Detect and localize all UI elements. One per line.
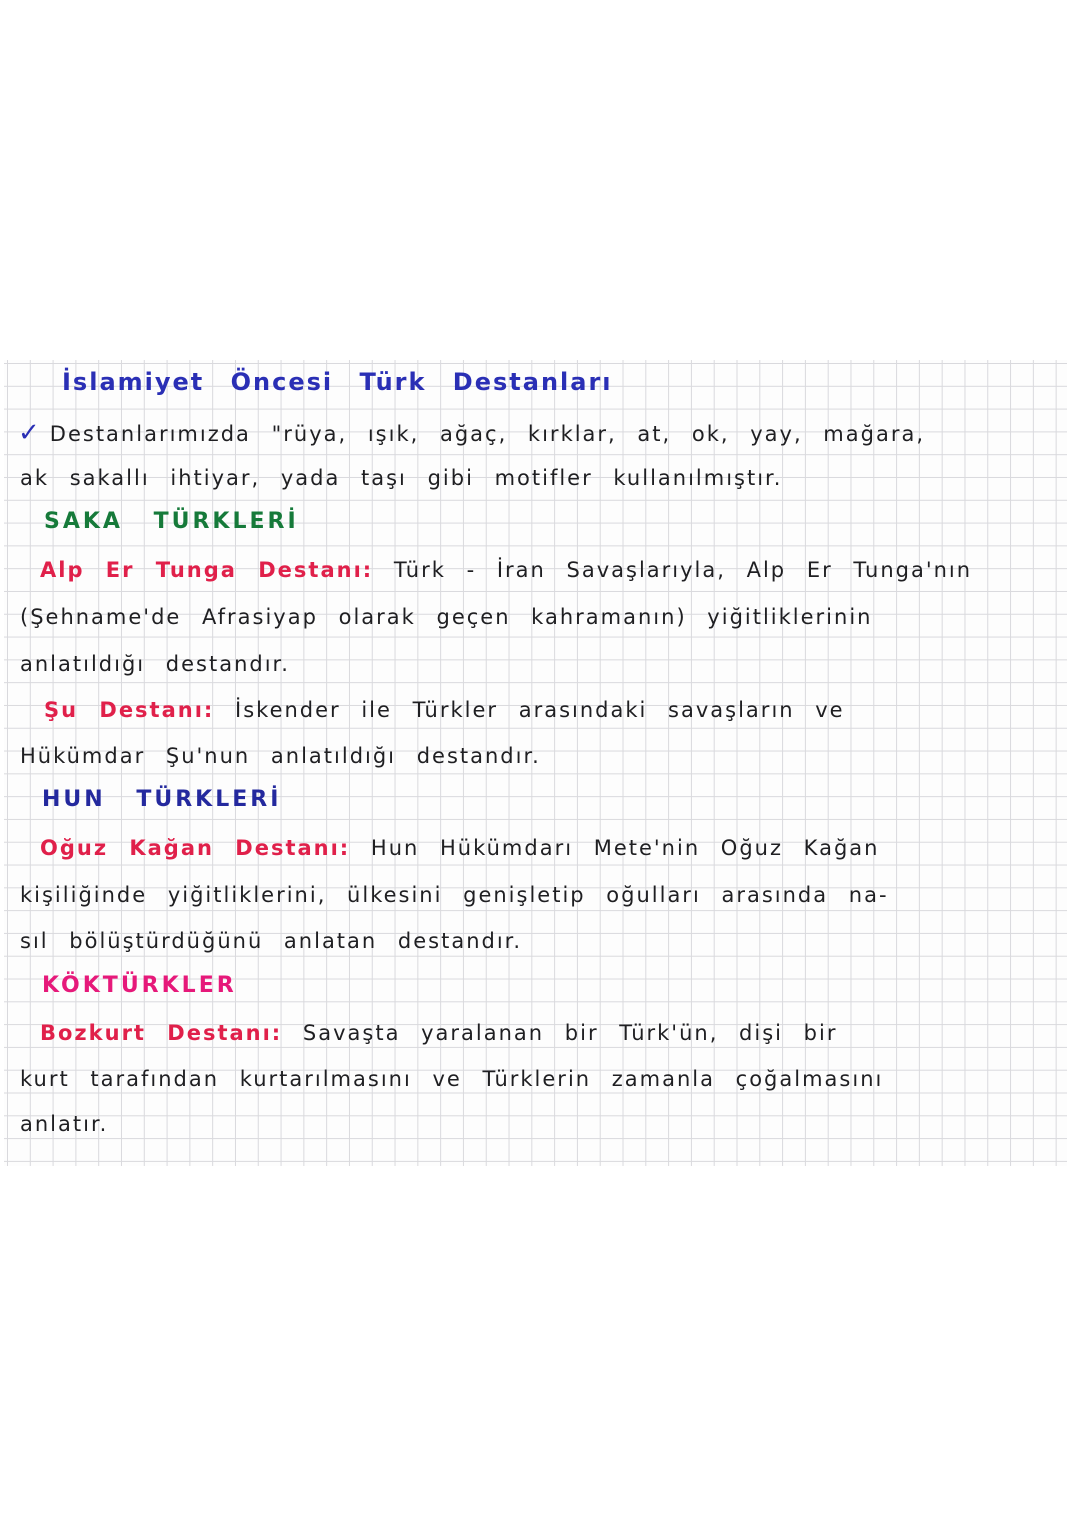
page-title: İslamiyet Öncesi Türk Destanları bbox=[62, 368, 613, 396]
entry-text: Türk - İran Savaşlarıyla, Alp Er Tunga'nın bbox=[393, 558, 973, 582]
entry-line: anlatıldığı destandır. bbox=[20, 652, 290, 676]
entry-line: sıl bölüştürdüğünü anlatan destandır. bbox=[20, 929, 523, 953]
entry-oguz-kagan bbox=[40, 836, 879, 860]
entry-text: İskender ile Türkler arasındaki savaşların ve bbox=[235, 698, 845, 722]
entry-text: Savaşta yaralanan bir Türk'ün, dişi bir bbox=[302, 1021, 838, 1045]
check-icon: ✓ bbox=[18, 418, 42, 448]
entry-line: kurt tarafından kurtarılmasını ve Türklerin zamanla çoğalmasını bbox=[20, 1067, 884, 1091]
entry-line: (Şehname'de Afrasiyap olarak geçen kahramanın) yiğitliklerinin bbox=[20, 605, 873, 629]
entry-line: anlatır. bbox=[20, 1112, 109, 1136]
section-heading-hun: HUN TÜRKLERİ bbox=[42, 787, 282, 812]
entry-bozkurt bbox=[40, 1021, 837, 1045]
intro-text-1: Destanlarımızda "rüya, ışık, ağaç, kırklar, at, ok, yay, mağara, bbox=[49, 422, 926, 446]
section-heading-saka: SAKA TÜRKLERİ bbox=[44, 509, 299, 534]
intro-line-1 bbox=[18, 418, 925, 448]
entry-term: Şu Destanı: bbox=[44, 698, 215, 722]
entry-alp-er-tunga bbox=[40, 558, 972, 582]
entry-line: Hükümdar Şu'nun anlatıldığı destandır. bbox=[20, 744, 541, 768]
entry-su bbox=[44, 698, 845, 722]
entry-term: Alp Er Tunga Destanı: bbox=[40, 558, 374, 582]
intro-line-2: ak sakallı ihtiyar, yada taşı gibi motifler kullanılmıştır. bbox=[20, 466, 783, 490]
entry-text: Hun Hükümdarı Mete'nin Oğuz Kağan bbox=[370, 836, 880, 860]
entry-term: Oğuz Kağan Destanı: bbox=[40, 836, 351, 860]
note-paper bbox=[4, 360, 1067, 1166]
section-heading-gokturk: KÖKTÜRKLER bbox=[42, 973, 237, 998]
entry-line: kişiliğinde yiğitliklerini, ülkesini genişletip oğulları arasında na- bbox=[20, 883, 889, 907]
entry-term: Bozkurt Destanı: bbox=[40, 1021, 283, 1045]
